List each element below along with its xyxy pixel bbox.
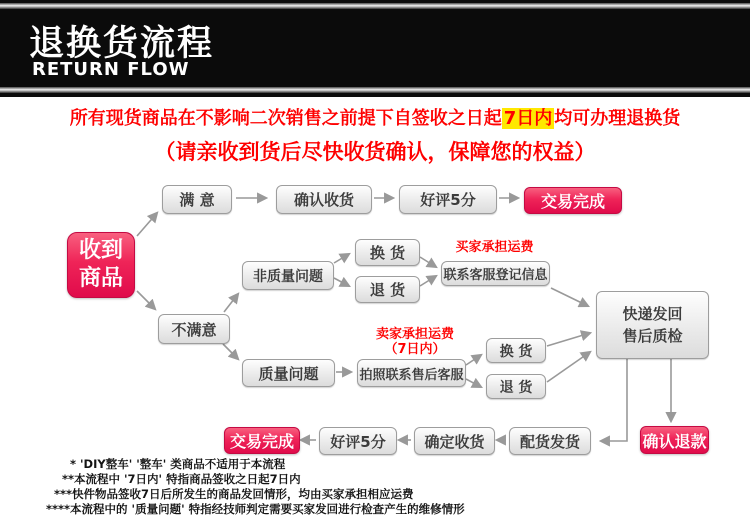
node-exchange-b: 换 货 [486,338,546,363]
node-good-review-top: 好评5分 [399,185,497,214]
footnote-1: * 'DIY整车' '整车' 类商品不适用于本流程 [70,457,286,471]
node-receive-goods-line2: 商品 [78,266,123,291]
footnote-2: **本流程中 '7日内' 特指商品签收之日起7日内 [62,472,301,486]
node-return-b: 退 货 [486,374,546,399]
node-unsatisfied: 不满意 [158,314,230,344]
node-confirm-refund: 确认退款 [640,426,709,454]
header-stripe-bottom [0,87,750,93]
arrow-qc-to-ship-goods [601,358,627,441]
node-return-a: 退 货 [355,276,420,303]
arrow-photo-to-return-b [466,379,481,387]
arrow-start-to-satisfied [137,213,157,236]
arrow-non-quality-to-return-a [334,278,349,286]
node-qc-return-line1: 快递发回 [622,305,683,323]
node-confirm-receipt: 确认收货 [276,185,372,214]
arrow-start-to-unsatisfied [137,291,155,309]
node-receive-goods-line1: 收到 [78,238,123,263]
page-title: 退换货流程 [29,24,215,64]
arrow-exchange-a-to-contact-cs [420,257,436,267]
footnotes [46,457,465,517]
node-exchange-a: 换 货 [355,239,420,266]
node-ship-goods: 配货发货 [509,427,591,455]
node-qc-return-line2: 售后质检 [622,327,683,345]
header-stripe-top [0,3,750,9]
node-non-quality-issue: 非质量问题 [242,261,334,290]
arrow-unsatisfied-to-non-quality [224,294,238,312]
header-banner [0,0,750,97]
node-deal-done-bottom: 交易完成 [224,427,300,454]
note-seller-freight-line1: 卖家承担运费 [375,327,454,342]
node-deal-done-top: 交易完成 [524,187,622,214]
node-good-review-bottom: 好评5分 [319,427,397,455]
node-confirm-goods: 确定收货 [414,427,495,455]
notice-line1-post: 均可办理退换货 [554,108,681,129]
arrow-unsatisfied-to-quality [223,344,238,359]
notice-line1 [0,104,750,130]
footnote-3: ***快件物品签收7日后所发生的商品发回情形，均由买家承担相应运费 [54,487,414,501]
arrow-contact-cs-to-qc [551,288,588,306]
node-receive-goods [67,232,135,298]
arrow-return-a-to-contact-cs [420,276,436,286]
notice-highlight-7days: 7日内 [503,108,553,129]
node-quality-issue: 质量问题 [242,359,335,387]
node-photo-contact: 拍照联系售后客服 [357,359,466,387]
arrow-non-quality-to-exchange-a [334,254,349,263]
note-seller-freight-line2: （7日内） [384,342,446,357]
node-qc-return [596,291,709,359]
node-contact-cs: 联系客服登记信息 [441,261,550,286]
arrow-return-b-to-qc [547,352,590,382]
arrow-exchange-b-to-qc [547,333,590,346]
footnote-4: ****本流程中的 '质量问题' 特指经技师判定需要买家发回进行检查产生的维修情形 [46,502,465,516]
note-seller-freight [355,327,475,357]
note-buyer-freight: 买家承担运费 [455,240,534,255]
page-subtitle: RETURN FLOW [32,59,190,80]
notice-line2: （请亲收到货后尽快收货确认，保障您的权益） [154,140,596,164]
notice-line1-pre: 所有现货商品在不影响二次销售之前提下自签收之日起 [69,108,502,129]
node-satisfied: 满 意 [162,185,232,214]
